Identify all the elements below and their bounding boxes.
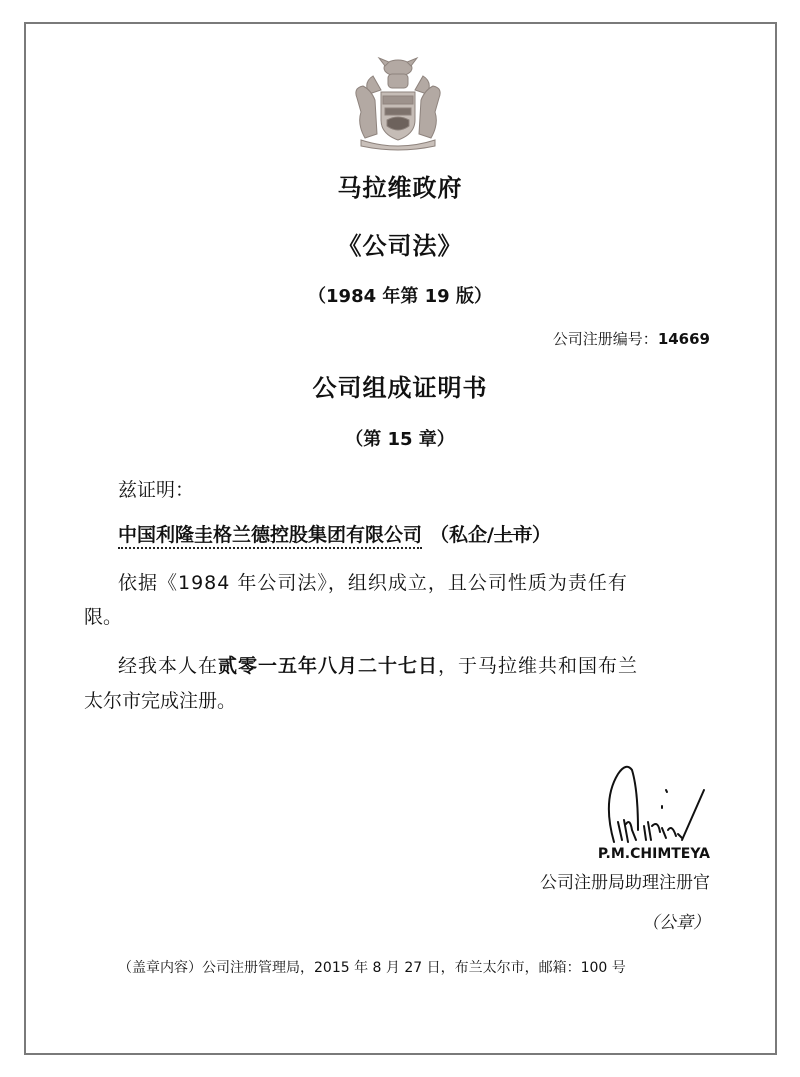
company-type-open: （私企/ [430,524,494,546]
registration-number: 14669 [657,330,710,348]
seal-content-footer: （盖章内容）公司注册管理局，2015 年 8 月 27 日，布兰太尔市，邮箱：100 号 [118,960,626,976]
government-title: 马拉维政府 [337,174,463,202]
company-type-close: ） [531,524,551,546]
handwritten-signature [596,760,711,845]
act-title: 《公司法》 [337,232,463,260]
paragraph-2-prefix: 经我本人在 [118,655,219,677]
paragraph-1-line-1: 依据《1984 年公司法》，组织成立，且公司性质为责任有 [118,572,628,594]
paragraph-2-line-1 [118,651,638,678]
company-type-struck: 上市 [493,524,532,546]
chapter-label: （第 15 章） [345,429,455,450]
signer-name: P.M.CHIMTEYA [597,846,710,862]
company-type [430,524,551,546]
registration-number-line [553,328,710,349]
company-name: 中国利隆圭格兰德控股集团有限公司 [118,524,422,549]
certify-label: 兹证明： [118,479,195,501]
coat-of-arms-emblem [343,54,453,154]
registration-date: 贰零一五年八月二十七日 [218,655,439,677]
certificate-title: 公司组成证明书 [312,374,488,402]
signer-title: 公司注册局助理注册官 [540,873,710,893]
paragraph-2-suffix: ，于马拉维共和国布兰 [438,655,639,677]
paragraph-1-line-2: 限。 [84,606,123,628]
seal-label: （公章） [642,913,710,933]
registration-label: 公司注册编号： [552,330,658,348]
paragraph-2-line-2: 太尔市完成注册。 [84,690,237,712]
act-version: （1984 年第 19 版） [308,286,492,307]
company-line [118,520,551,547]
